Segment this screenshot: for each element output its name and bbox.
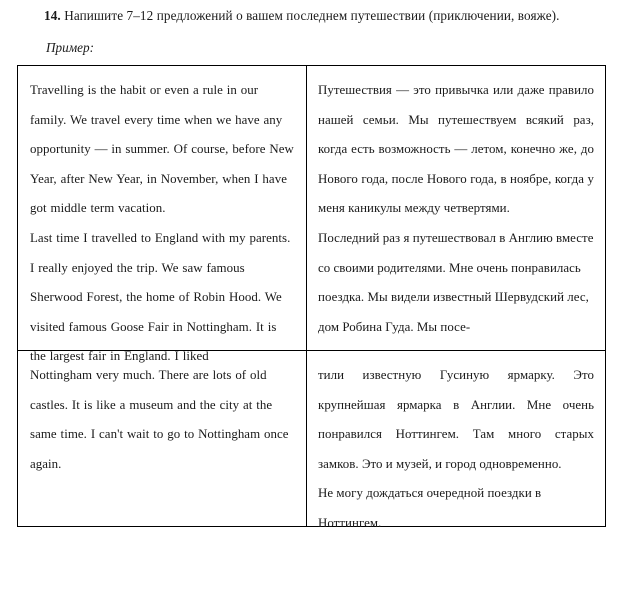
english-text-block-2 <box>18 351 306 526</box>
russian-paragraph: Не могу дождаться очередной поездки в Ноттингем. <box>318 486 542 530</box>
english-paragraph: Travelling is the habit or even a rule in our family. We travel every time when we have any opportunity — in summer. Of course, before New Year, after New Year, in November, when I have got middle term vacation. <box>30 83 294 216</box>
english-text-block-1 <box>18 66 306 364</box>
table-row <box>18 351 606 527</box>
english-paragraph: Last time I travelled to England with my parents. I really enjoyed the trip. We saw famous Sherwood Forest, the home of Robin Hood. We visited famous Goose Fair in Nottingham. It is the largest fair in England. I liked <box>30 230 291 364</box>
table-cell-english-1 <box>18 66 307 364</box>
russian-paragraph: тили известную Гусиную ярмарку. Это крупнейшая ярмарка в Англии. Мне очень понравился Ноттингем. Там много старых замков. Это и музей, и город одновременно. <box>318 368 594 471</box>
task-heading-text: Напишите 7–12 предложений о вашем последнем путешествии (приключении, вояже). <box>64 8 560 23</box>
table-cell-english-2 <box>18 351 307 527</box>
table-cell-russian-1 <box>307 66 606 351</box>
table-cell-russian-2 <box>307 351 606 530</box>
russian-text-block-2 <box>307 351 605 530</box>
task-heading <box>44 7 614 24</box>
task-number: 14. <box>44 8 61 23</box>
russian-paragraph: Последний раз я путешествовал в Англию вместе со своими родителями. Мне очень понравилась поездка. Мы видели известный Шервудский лес, дом Робина Гуда. Мы посе- <box>318 230 594 334</box>
russian-paragraph: Путешествия — это привычка или даже правило нашей семьи. Мы путешествуем всякий раз, когда есть возможность — летом, конечно же, до Нового года, после Нового года, в ноябре, когда у меня каникулы между четвертями. <box>318 83 594 216</box>
english-paragraph: Nottingham very much. There are lots of old castles. It is like a museum and the city at the same time. I can't wait to go to Nottingham once again. <box>30 368 289 471</box>
russian-text-block-1 <box>307 66 605 350</box>
table-row <box>18 66 606 351</box>
parallel-text-table <box>17 65 606 530</box>
example-label: Пример: <box>46 40 94 55</box>
